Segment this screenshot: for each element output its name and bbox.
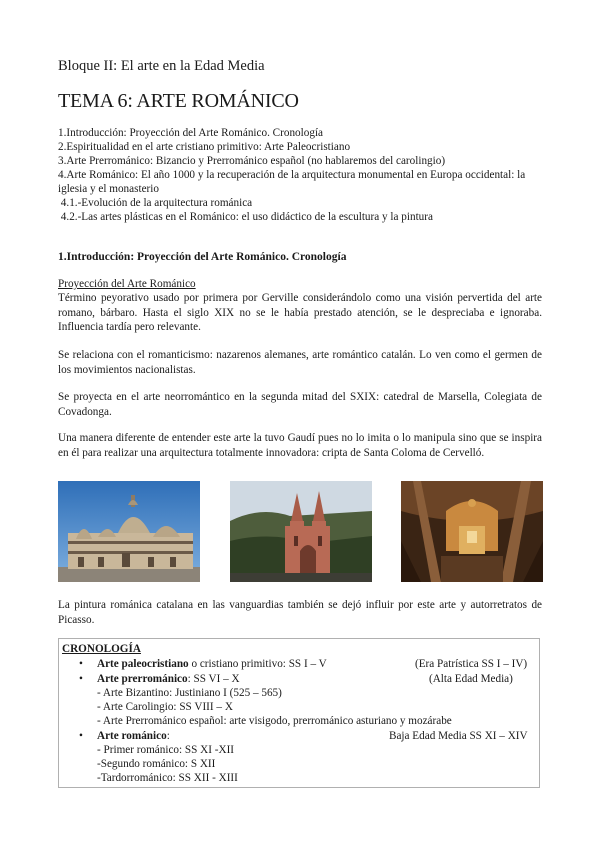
bullet-icon: • [79, 730, 83, 742]
period-name: Arte paleocristiano [97, 658, 189, 670]
colonia-guell-crypt-photo [401, 481, 543, 582]
subperiod: - Arte Carolingio: SS VIII – X [97, 701, 233, 713]
bullet-icon: • [79, 673, 83, 685]
paragraph: Una manera diferente de entender este arte la tuvo Gaudí pues no lo imita o lo manipula sino que se inspira en él para realizar una arquitectura totalmente innovadora: cripta de Santa Coloma de Cervelló. [58, 432, 542, 459]
subperiod: - Arte Prerrománico español: arte visigodo, prerrománico asturiano y mozárabe [97, 715, 452, 727]
toc-item: 3.Arte Prerrománico: Bizancio y Prerrománico español (no hablaremos del carolingio) [58, 155, 446, 167]
toc-item: 4.2.-Las artes plásticas en el Románico: el uso didáctico de la escultura y la pintura [58, 211, 433, 223]
period-name: Arte románico [97, 730, 167, 742]
section-subheading: Proyección del Arte Románico [58, 278, 196, 290]
chronology-box [58, 638, 540, 788]
period-note: (Alta Edad Media) [429, 673, 513, 685]
block-title: Bloque II: El arte en la Edad Media [58, 58, 265, 74]
paragraph: Término peyorativo usado por primera por Gerville considerándolo como una visión pervertida del arte romano, bárbaro. Hasta el siglo XIX no se le había prestado atención, se le despreciaba e ignoraba. Influencia tardía pero relevante. [58, 292, 542, 333]
period-dates: o cristiano primitivo: SS I – V [188, 658, 327, 670]
paragraph: Se relaciona con el romanticismo: nazarenos alemanes, arte romántico catalán. Lo ven como el germen de los movimientos nacionalistas. [58, 349, 542, 376]
paragraph: La pintura románica catalana en las vanguardias también se dejó influir por este arte y autorretratos de Picasso. [58, 599, 542, 626]
period-name: Arte prerrománico [97, 673, 188, 685]
toc-item: 4.Arte Románico: El año 1000 y la recuperación de la arquitectura monumental en Europa occidental: la iglesia y el monasterio [58, 169, 526, 195]
subperiod: - Primer románico: SS XI -XII [97, 744, 235, 756]
covadonga-basilica-photo [230, 481, 372, 582]
section-heading: 1.Introducción: Proyección del Arte Románico. Cronología [58, 251, 347, 263]
subperiod: - Arte Bizantino: Justiniano I (525 – 565) [97, 687, 282, 699]
toc-item: 4.1.-Evolución de la arquitectura románica [58, 197, 253, 209]
period-dates: : [166, 730, 170, 742]
toc-item: 2.Espiritualidad en el arte cristiano primitivo: Arte Paleocristiano [58, 141, 351, 153]
toc-item: 1.Introducción: Proyección del Arte Románico. Cronología [58, 127, 324, 139]
page-title: TEMA 6: ARTE ROMÁNICO [58, 90, 299, 112]
subperiod: -Segundo románico: S XII [97, 758, 216, 770]
chronology-title: CRONOLOGÍA [62, 643, 141, 655]
period-note: (Era Patrística SS I – IV) [415, 658, 528, 670]
period-note: Baja Edad Media SS XI – XIV [389, 730, 528, 742]
subperiod: -Tardorrománico: SS XII - XIII [97, 772, 238, 784]
marseille-cathedral-photo [58, 481, 200, 582]
paragraph: Se proyecta en el arte neorromántico en la segunda mitad del SXIX: catedral de Marsella, Colegiata de Covadonga. [58, 391, 542, 418]
bullet-icon: • [79, 658, 83, 670]
period-dates: : SS VI – X [187, 673, 240, 685]
table-of-contents [58, 126, 542, 224]
